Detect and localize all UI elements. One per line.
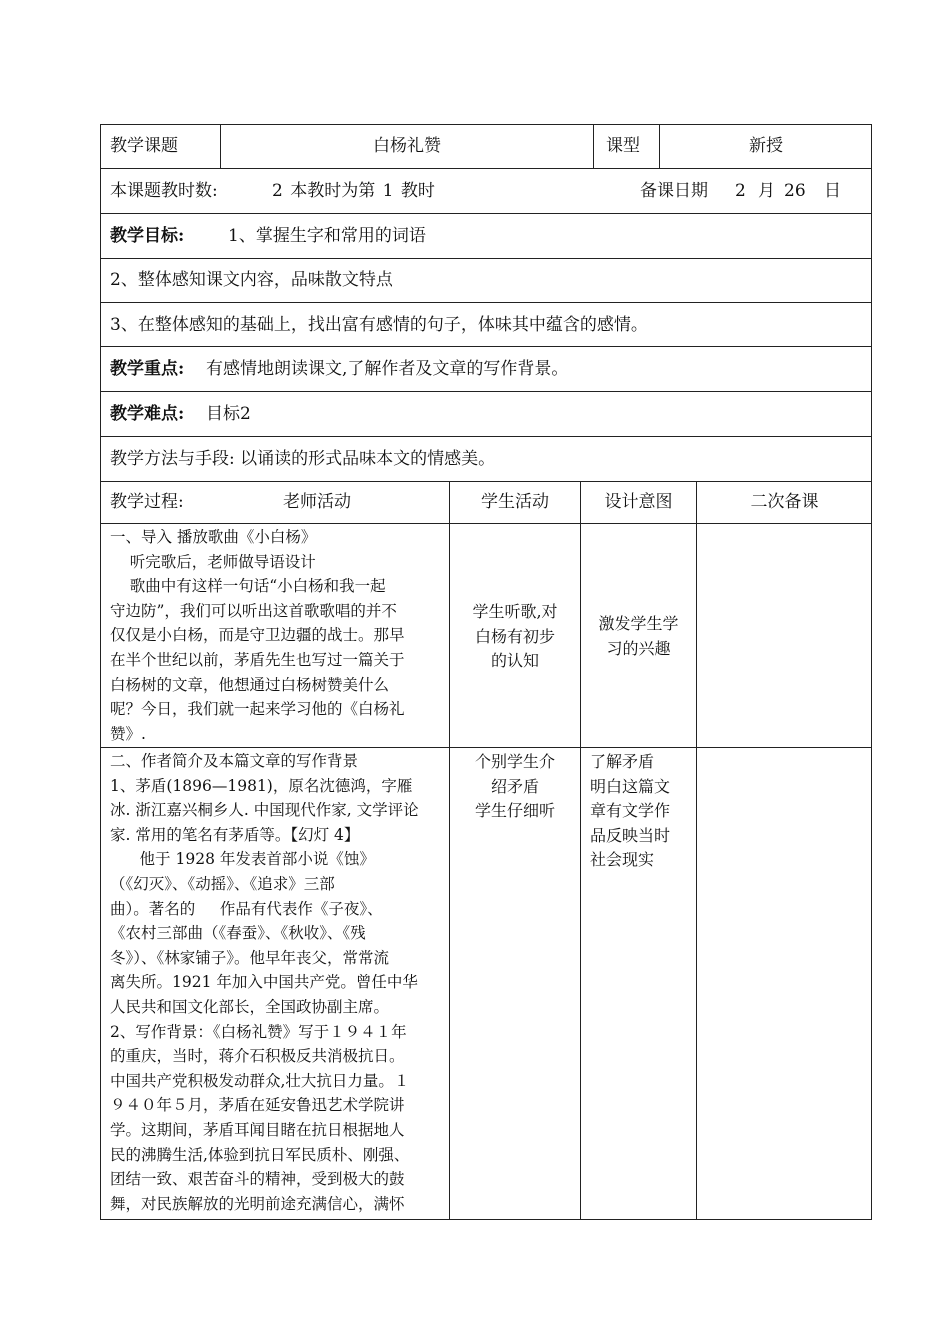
date-month-unit: 月 [758, 181, 775, 201]
teacher-line: 的重庆，当时，蒋介石积极反共消极抗日。 [110, 1047, 405, 1066]
design-line: 习的兴趣 [606, 638, 671, 658]
teacher-activity-1 [110, 525, 405, 746]
student-activity-2 [450, 750, 580, 824]
student-activity-1 [450, 600, 580, 674]
topic-label: 教学课题 [110, 136, 178, 156]
row-divider [100, 391, 872, 392]
teacher-line: 仅仅是小白杨，而是守卫边疆的战士。那早 [110, 626, 405, 645]
objectives-label: 教学目标: [110, 226, 185, 246]
row-divider [100, 346, 872, 347]
teacher-line: 听完歌后，老师做导语设计 [110, 552, 316, 571]
key-points-value: 有感情地朗读课文,了解作者及文章的写作背景。 [206, 359, 569, 379]
date-label: 备课日期 [640, 181, 708, 201]
teacher-line: 2、写作背景：《白杨礼赞》写于１９４１年 [110, 1022, 407, 1041]
student-activity-header: 学生活动 [481, 492, 549, 512]
objective-item: 2、整体感知课文内容，品味散文特点 [110, 270, 393, 290]
teacher-line: 冬》）、《林家铺子》。他早年丧父，常常流 [110, 948, 390, 967]
teacher-line: 中国共产党积极发动群众,壮大抗日力量。１ [110, 1071, 410, 1090]
row-divider [100, 258, 872, 259]
student-line: 学生听歌,对 [472, 602, 558, 621]
row-divider [100, 302, 872, 303]
design-intent-1 [581, 612, 696, 661]
teacher-line: 呢？今日，我们就一起来学习他的《白杨礼 [110, 700, 405, 719]
design-intent-header: 设计意图 [604, 492, 673, 512]
teacher-activity-header: 老师活动 [283, 492, 351, 512]
objective-item: 1、掌握生字和常用的词语 [228, 226, 426, 246]
teacher-line: 1、茅盾(1896—1981)，原名沈德鸿，字雁 [110, 776, 413, 795]
process-label: 教学过程: [110, 492, 184, 512]
teacher-line: 守边防”，我们可以听出这首歌歌唱的并不 [110, 601, 397, 620]
design-intent-2 [590, 750, 694, 873]
student-line: 绍矛盾 [490, 776, 539, 796]
teacher-line: 民的沸腾生活,体验到抗日军民质朴、刚强、 [110, 1145, 410, 1164]
teacher-line: 《农村三部曲（《春蚕》、《秋收》、《残 [110, 924, 366, 943]
teacher-line: 冰. 浙江嘉兴桐乡人. 中国现代作家, 文学评论 [110, 801, 419, 820]
date-day: 26 [784, 181, 806, 201]
design-line: 了解矛盾 [590, 752, 655, 771]
date-month: 2 [735, 181, 746, 201]
teacher-line: 家. 常用的笔名有茅盾等。【幻灯 4】 [110, 825, 360, 844]
objective-item: 3、在整体感知的基础上，找出富有感情的句子，体味其中蕴含的感情。 [110, 315, 648, 335]
design-line: 社会现实 [590, 850, 655, 870]
teacher-line: 二、作者简介及本篇文章的写作背景 [110, 752, 359, 770]
row-divider [100, 213, 872, 214]
row-divider [100, 436, 872, 437]
row-divider [100, 747, 872, 748]
teacher-line: 在半个世纪以前，茅盾先生也写过一篇关于 [110, 650, 405, 669]
teacher-line: 赞》. [110, 724, 146, 743]
row-divider [100, 523, 872, 524]
design-line: 品反映当时 [590, 825, 671, 845]
difficulties-label: 教学难点: [110, 404, 185, 424]
col-divider [593, 124, 594, 168]
method-text: 教学方法与手段: 以诵读的形式品味本文的情感美。 [110, 449, 496, 469]
col-divider [449, 481, 450, 1220]
hours-label: 本课题教时数: [110, 181, 218, 201]
student-line: 的认知 [490, 651, 539, 671]
type-value: 新授 [749, 136, 783, 156]
teacher-line: 离失所。1921 年加入中国共产党。曾任中华 [110, 973, 418, 992]
teacher-line: 他于 1928 年发表首部小说《蚀》 [110, 850, 375, 869]
col-divider [580, 481, 581, 1220]
teacher-line: 舞，对民族解放的光明前途充满信心，满怀 [110, 1194, 405, 1213]
teacher-line: ９４０年５月，茅盾在延安鲁迅艺术学院讲 [110, 1096, 405, 1115]
row-divider [100, 481, 872, 482]
teacher-line: 学。这期间，茅盾耳闻目睹在抗日根据地人 [110, 1120, 405, 1139]
hours-value: 2 本教时为第 1 教时 [272, 181, 435, 201]
student-line: 个别学生介 [474, 752, 555, 771]
design-line: 激发学生学 [598, 614, 679, 633]
teacher-line: 团结一致、艰苦奋斗的精神，受到极大的鼓 [110, 1170, 405, 1189]
key-points-label: 教学重点: [110, 359, 185, 379]
teacher-line: 曲）。著名的 作品有代表作《子夜》、 [110, 899, 383, 918]
teacher-line: 人民共和国文化部长，全国政协副主席。 [110, 997, 390, 1016]
row-divider [100, 168, 872, 169]
difficulties-value: 目标2 [206, 404, 251, 424]
second-prep-header: 二次备课 [750, 492, 819, 512]
topic-value: 白杨礼赞 [373, 136, 441, 156]
date-day-unit: 日 [824, 181, 841, 201]
student-line: 白杨有初步 [474, 626, 555, 646]
teacher-activity-2 [110, 749, 419, 1216]
design-line: 明白这篇文 [590, 776, 671, 796]
col-divider [696, 481, 697, 1220]
teacher-line: 一、导入 播放歌曲《小白杨》 [110, 528, 317, 546]
teacher-line: 歌曲中有这样一句话“小白杨和我一起 [110, 577, 386, 596]
student-line: 学生仔细听 [474, 801, 555, 821]
teacher-line: （《幻灭》、《动摇》、《追求》三部 [110, 874, 335, 893]
type-label: 课型 [606, 136, 640, 156]
design-line: 章有文学作 [590, 801, 671, 821]
teacher-line: 白杨树的文章，他想通过白杨树赞美什么 [110, 675, 390, 694]
